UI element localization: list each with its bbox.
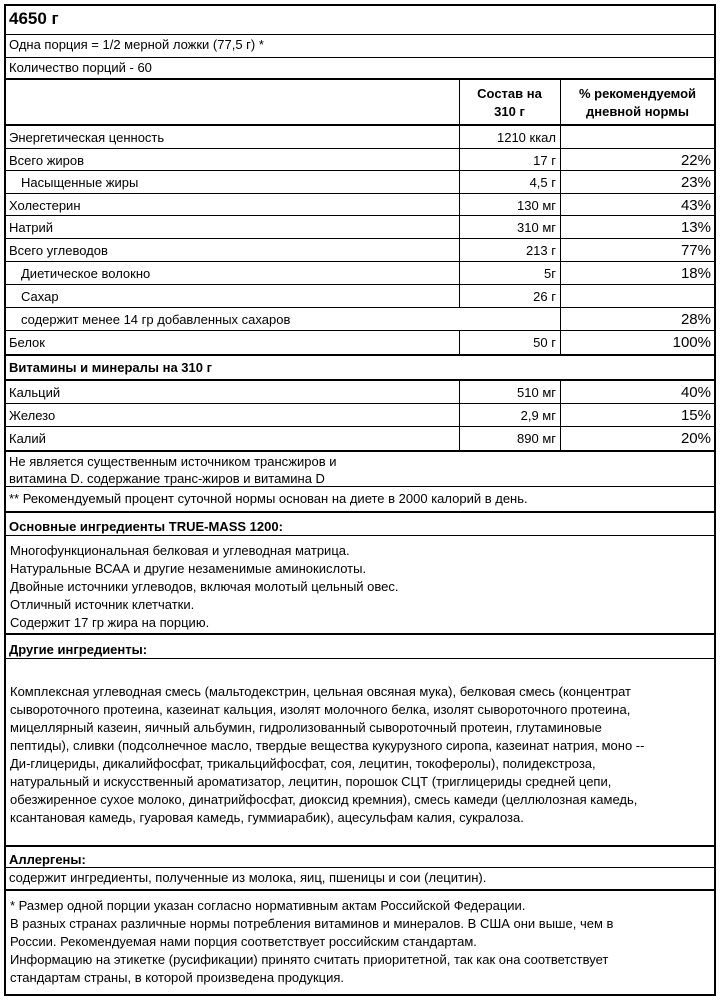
nutrient-dv: 23% xyxy=(680,174,711,191)
dv-note xyxy=(6,486,714,511)
main-ingredients-list xyxy=(6,535,714,633)
table-row xyxy=(6,148,714,170)
nutrient-name: Белок xyxy=(9,335,45,350)
nutrient-dv: 100% xyxy=(672,334,711,351)
note-line: витамина D. содержание транс-жиров и витамина D xyxy=(9,471,325,486)
table-row xyxy=(6,284,714,307)
col-amount-line2: 310 г xyxy=(494,104,525,119)
nutrient-name: Энергетическая ценность xyxy=(9,130,165,145)
mineral-amount: 890 мг xyxy=(517,431,556,446)
allergens-row xyxy=(6,867,714,889)
col-dv-line2: дневной нормы xyxy=(585,104,689,119)
nutrient-name: Сахар xyxy=(21,289,59,304)
table-row xyxy=(6,124,714,148)
paragraph-line: Ди-глицериды, дикалийфосфат, трикальцийфосфат, соя, лецитин, токоферолы), полидекстроза, xyxy=(10,756,596,771)
nutrient-amount: 50 г xyxy=(533,335,556,350)
nutrient-amount: 26 г xyxy=(533,289,556,304)
nutrient-name: Всего углеводов xyxy=(9,243,108,258)
nutrient-dv: 13% xyxy=(680,219,711,236)
allergens-title: Аллергены: xyxy=(9,852,86,867)
footnote-line: В разных странах различные нормы потребления витаминов и минералов. В США они выше, чем в xyxy=(10,916,614,931)
table-row xyxy=(6,379,714,403)
mineral-dv: 15% xyxy=(680,407,711,424)
col-dv-line1: % рекомендуемой xyxy=(578,86,697,101)
table-row xyxy=(6,403,714,426)
other-ingredients-title: Другие ингредиенты: xyxy=(9,642,148,657)
mineral-amount: 510 мг xyxy=(517,385,556,400)
nutrient-name: Всего жиров xyxy=(9,153,85,168)
list-item: Двойные источники углеводов, включая молотый цельный овес. xyxy=(10,579,399,594)
vitamins-header xyxy=(6,354,714,379)
mineral-name: Кальций xyxy=(9,385,61,400)
footnote-line: стандартам страны, в которой произведена продукция. xyxy=(10,970,345,985)
paragraph-line: ксантановая камедь, гуаровая камедь, гуммиарабик), ацесульфам калия, сукралоза. xyxy=(10,810,524,825)
paragraph-line: мицеллярный казеин, яичный альбумин, гидролизованный сывороточный протеин, глутаминовые xyxy=(10,720,602,735)
nutrient-dv: 18% xyxy=(680,265,711,282)
table-row xyxy=(6,330,714,354)
nutrient-amount: 130 мг xyxy=(517,198,556,213)
mineral-amount: 2,9 мг xyxy=(520,408,556,423)
nutrient-name: Холестерин xyxy=(9,198,81,213)
paragraph-line: натуральный и искусственный ароматизатор, лецитин, порошок СЦТ (триглицериды средней цепи, xyxy=(10,774,612,789)
paragraph-line: пептиды), сливки (подсолнечное масло, твердые вещества кукурузного сиропа, казеинат натрия, моно -- xyxy=(10,738,645,753)
servings-count-row xyxy=(6,57,714,77)
list-item: Многофункциональная белковая и углеводная матрица. xyxy=(10,543,350,558)
other-ingredients-text xyxy=(6,658,714,845)
mineral-name: Калий xyxy=(9,431,46,446)
table-row xyxy=(6,215,714,238)
nutrient-amount: 213 г xyxy=(525,243,556,258)
nutrient-dv: 43% xyxy=(680,197,711,214)
nutrient-amount: 5г xyxy=(544,266,556,281)
table-row xyxy=(6,170,714,193)
table-row xyxy=(6,426,714,450)
nutrient-amount: 4,5 г xyxy=(529,175,556,190)
paragraph-line: Комплексная углеводная смесь (мальтодекстрин, цельная овсяная мука), белковая смесь (концентрат xyxy=(10,684,632,699)
trans-fat-note xyxy=(6,450,714,486)
nutrient-name: Натрий xyxy=(9,220,54,235)
col-amount-line1: Состав на xyxy=(477,86,542,101)
main-ingredients-title: Основные ингредиенты TRUE-MASS 1200: xyxy=(9,519,283,534)
list-item: Содержит 17 гр жира на порцию. xyxy=(10,615,210,630)
nutrient-dv: 28% xyxy=(680,311,711,328)
table-header xyxy=(6,78,714,125)
mineral-name: Железо xyxy=(9,408,56,423)
other-ingredients-header xyxy=(6,633,714,658)
nutrient-name: содержит менее 14 гр добавленных сахаров xyxy=(21,312,291,327)
mineral-dv: 20% xyxy=(680,430,711,447)
product-weight: 4650 г xyxy=(9,9,59,28)
nutrient-dv: 22% xyxy=(680,152,711,169)
nutrient-amount: 310 мг xyxy=(517,220,556,235)
footnote xyxy=(6,889,714,994)
paragraph-line: сывороточного протеина, казеинат кальция, изолят молочного белка, изолят сывороточного протеина, xyxy=(10,702,631,717)
serving-size: Одна порция = 1/2 мерной ложки (77,5 г) * xyxy=(9,37,264,52)
note-line: ** Рекомендуемый процент суточной нормы основан на диете в 2000 калорий в день. xyxy=(9,491,528,506)
main-ingredients-header xyxy=(6,511,714,535)
list-item: Натуральные ВСАА и другие незаменимые аминокислоты. xyxy=(10,561,367,576)
footnote-line: Информацию на этикетке (русификации) принято считать приоритетной, так как она соответствует xyxy=(10,952,609,967)
vitamins-title: Витамины и минералы на 310 г xyxy=(9,360,212,375)
nutrient-amount: 1210 ккал xyxy=(496,130,556,145)
nutrient-amount: 17 г xyxy=(533,153,556,168)
table-row xyxy=(6,193,714,215)
nutrient-name: Диетическое волокно xyxy=(21,266,151,281)
serving-row xyxy=(6,34,714,54)
paragraph-line: обезжиренное сухое молоко, динатрийфосфат, диоксид кремния), смесь камеди (целлюлозная камедь, xyxy=(10,792,638,807)
list-item: Отличный источник клетчатки. xyxy=(10,597,195,612)
footnote-line: * Размер одной порции указан согласно нормативным актам Российской Федерации. xyxy=(10,898,526,913)
table-row xyxy=(6,238,714,261)
note-line: Не является существенным источником трансжиров и xyxy=(9,454,337,469)
table-row xyxy=(6,307,714,330)
footnote-line: России. Рекомендуемая нами порция соответствует российским стандартам. xyxy=(10,934,477,949)
allergens-header xyxy=(6,845,714,867)
nutrition-label xyxy=(4,4,716,996)
nutrient-dv: 77% xyxy=(680,242,711,259)
allergens-text: содержит ингредиенты, полученные из молока, яиц, пшеницы и сои (лецитин). xyxy=(9,870,487,885)
servings-count: Количество порций - 60 xyxy=(9,60,152,75)
nutrient-name: Насыщенные жиры xyxy=(21,175,139,190)
mineral-dv: 40% xyxy=(680,384,711,401)
table-row xyxy=(6,261,714,284)
